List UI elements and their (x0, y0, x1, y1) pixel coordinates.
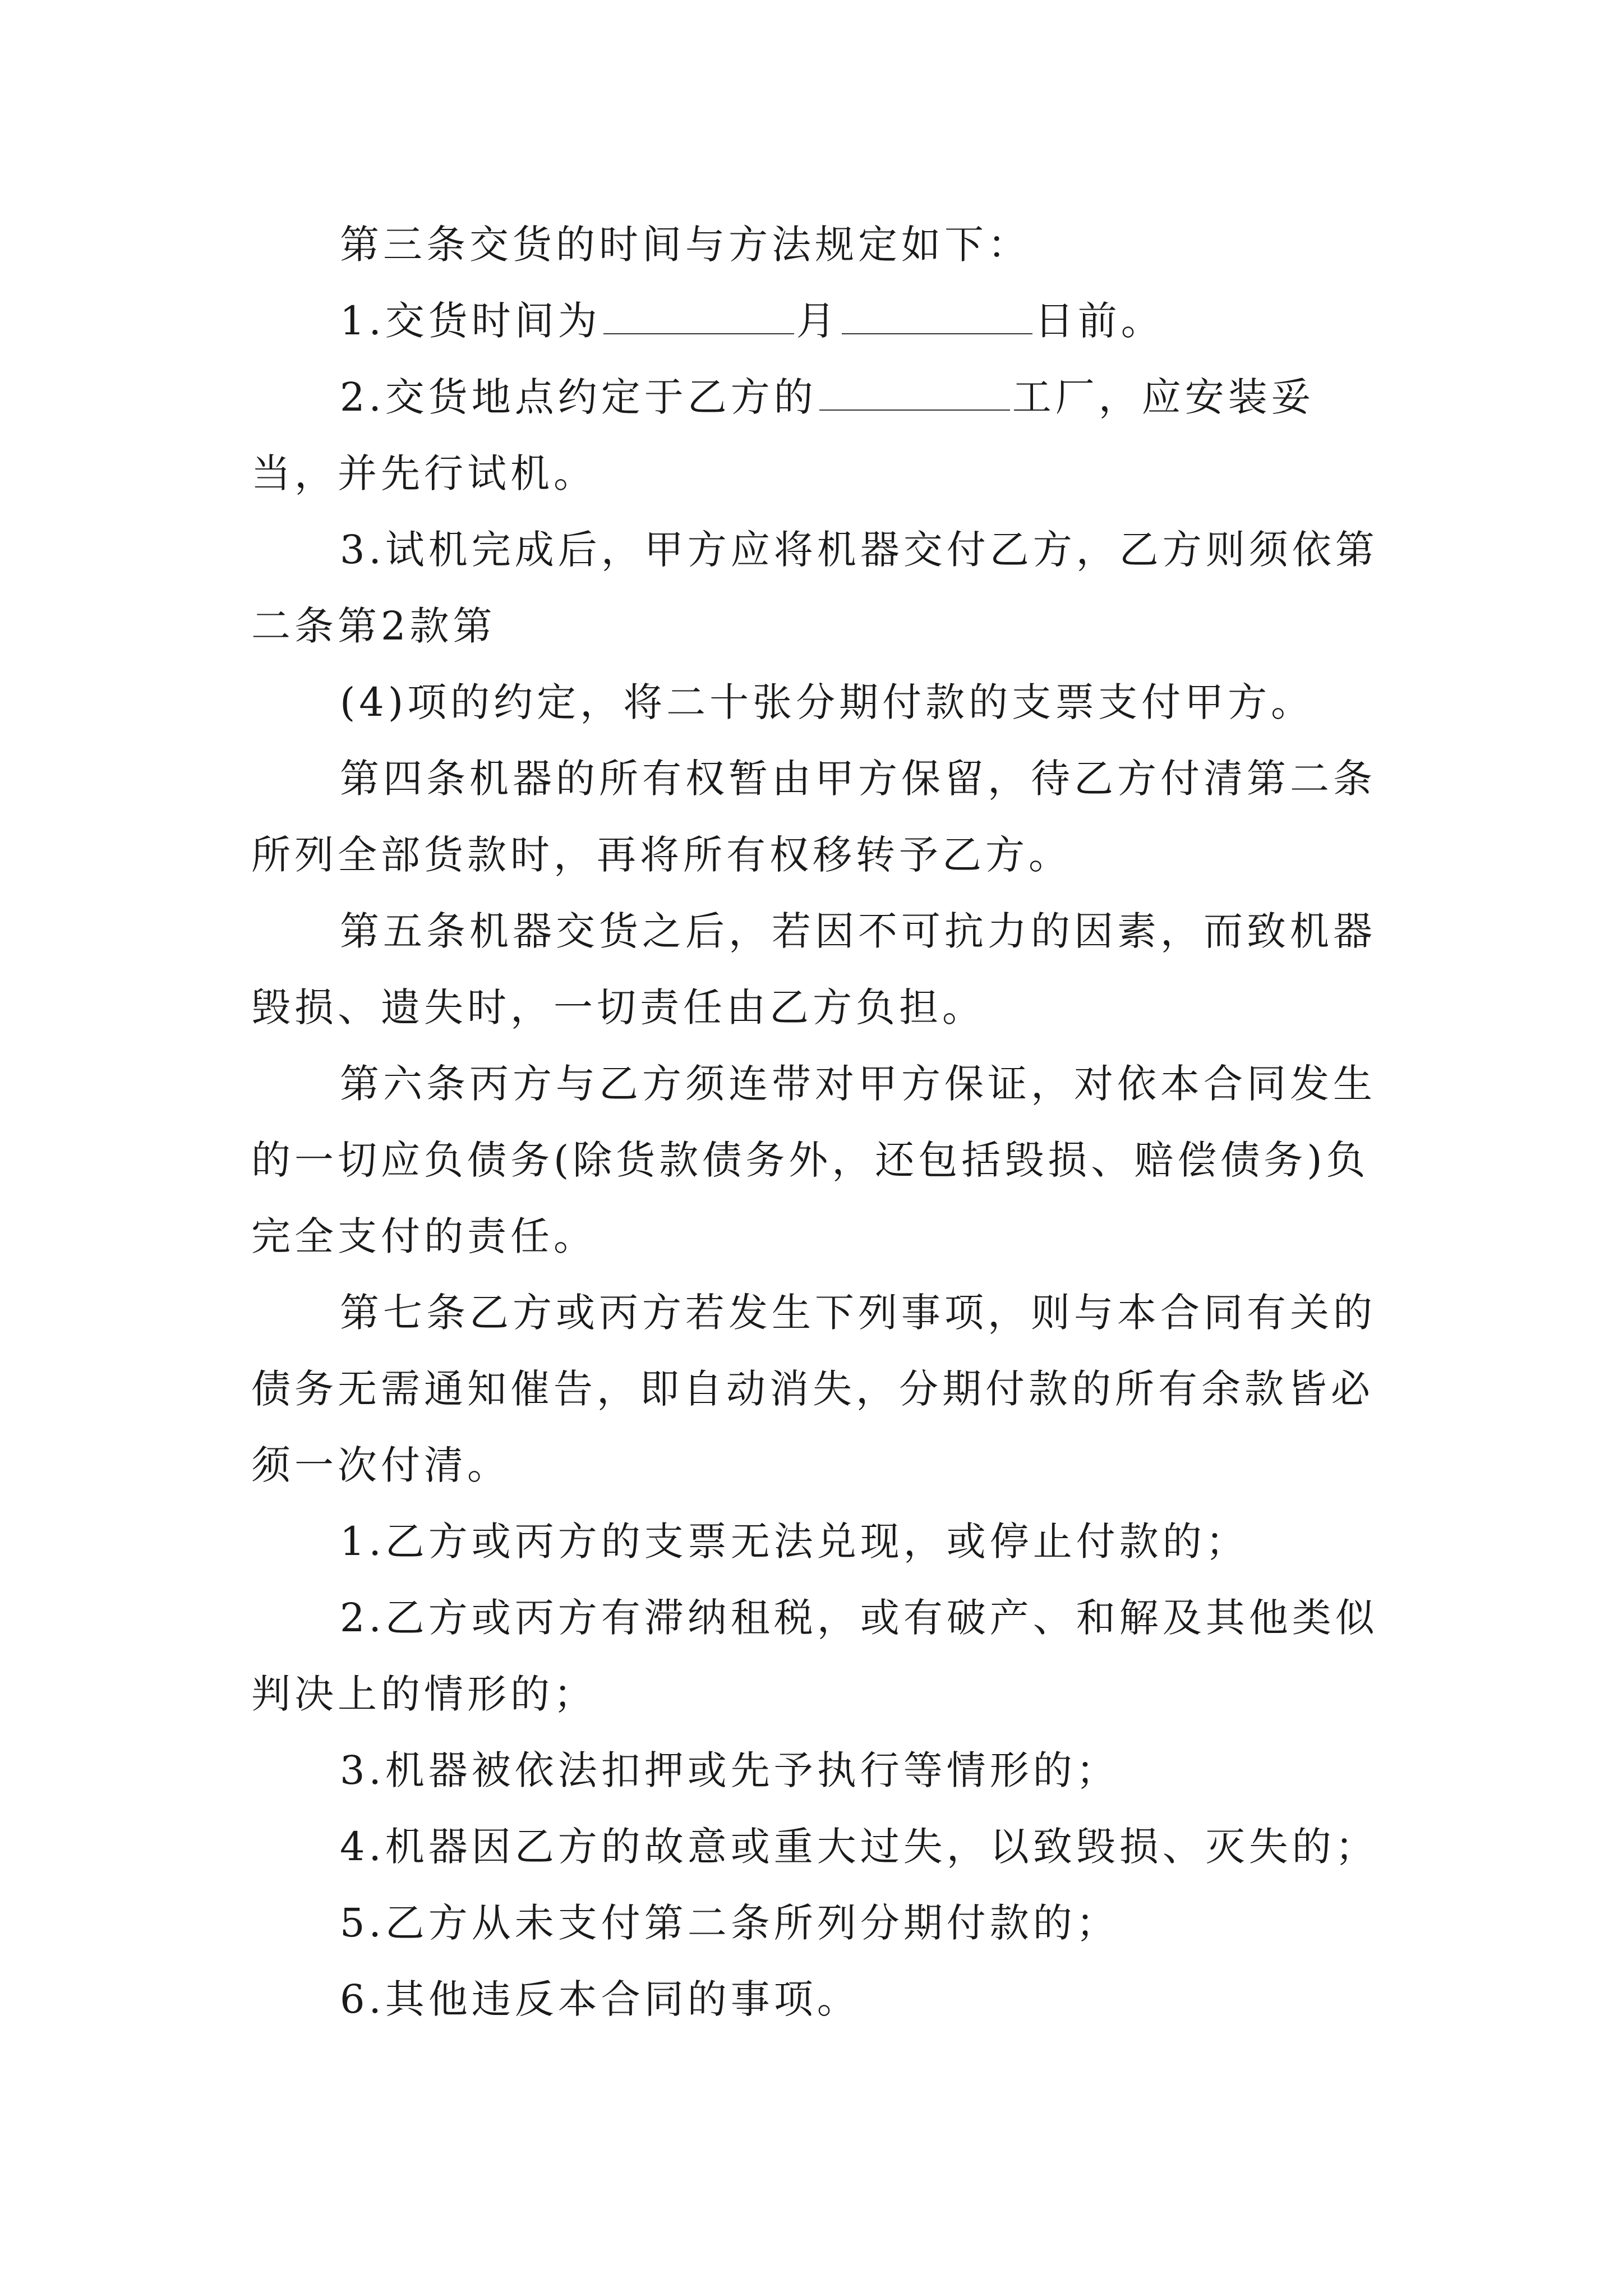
delivery-place-label: 2.交货地点约定于乙方的 (340, 374, 817, 420)
paragraph-item-3: 3.机器被依法扣押或先予执行等情形的； (340, 1747, 1119, 1793)
paragraph-article-3-heading: 第三条交货的时间与方法规定如下： (340, 222, 1031, 268)
paragraph-item-4-machine: 4.机器因乙方的故意或重大过失，以致毁损、灭失的； (340, 1824, 1378, 1870)
factory-blank[interactable] (819, 376, 1010, 411)
delivery-place-rest: 工厂，应安装妥当，并先行试机。 (251, 374, 1315, 496)
month-label: 月 (796, 298, 840, 344)
delivery-time-label: 1.交货时间为 (340, 298, 601, 344)
paragraph-item-2: 2.乙方或丙方有滞纳租税，或有破产、和解及其他类似判决上的情形的； (251, 1595, 1378, 1717)
paragraph-article-7: 第七条乙方或丙方若发生下列事项，则与本合同有关的债务无需通知催告，即自动消失，分期付款的所有余款皆必须一次付清。 (251, 1290, 1376, 1488)
paragraph-delivery-place (251, 359, 1395, 512)
day-label: 日前。 (1034, 298, 1164, 344)
paragraph-item-4: (4)项的约定，将二十张分期付款的支票支付甲方。 (340, 679, 1315, 725)
paragraph-item-1: 1.乙方或丙方的支票无法兑现，或停止付款的； (340, 1519, 1249, 1565)
day-blank[interactable] (842, 300, 1032, 334)
paragraph-article-6: 第六条丙方与乙方须连带对甲方保证，对依本合同发生的一切应负债务(除货款债务外，还包括毁损、赔偿债务)负完全支付的责任。 (251, 1061, 1376, 1259)
paragraph-article-4: 第四条机器的所有权暂由甲方保留，待乙方付清第二条所列全部货款时，再将所有权移转予乙方。 (251, 756, 1376, 878)
paragraph-trial-run: 3.试机完成后，甲方应将机器交付乙方，乙方则须依第二条第2款第 (251, 527, 1378, 649)
paragraph-article-5: 第五条机器交货之后，若因不可抗力的因素，而致机器毁损、遗失时，一切责任由乙方负担。 (251, 908, 1376, 1030)
paragraph-item-5: 5.乙方从未支付第二条所列分期付款的； (340, 1900, 1119, 1946)
document-body (251, 206, 1395, 2037)
paragraph-delivery-time (251, 283, 1395, 359)
paragraph-item-6: 6.其他违反本合同的事项。 (340, 1976, 860, 2022)
month-blank[interactable] (603, 300, 794, 334)
